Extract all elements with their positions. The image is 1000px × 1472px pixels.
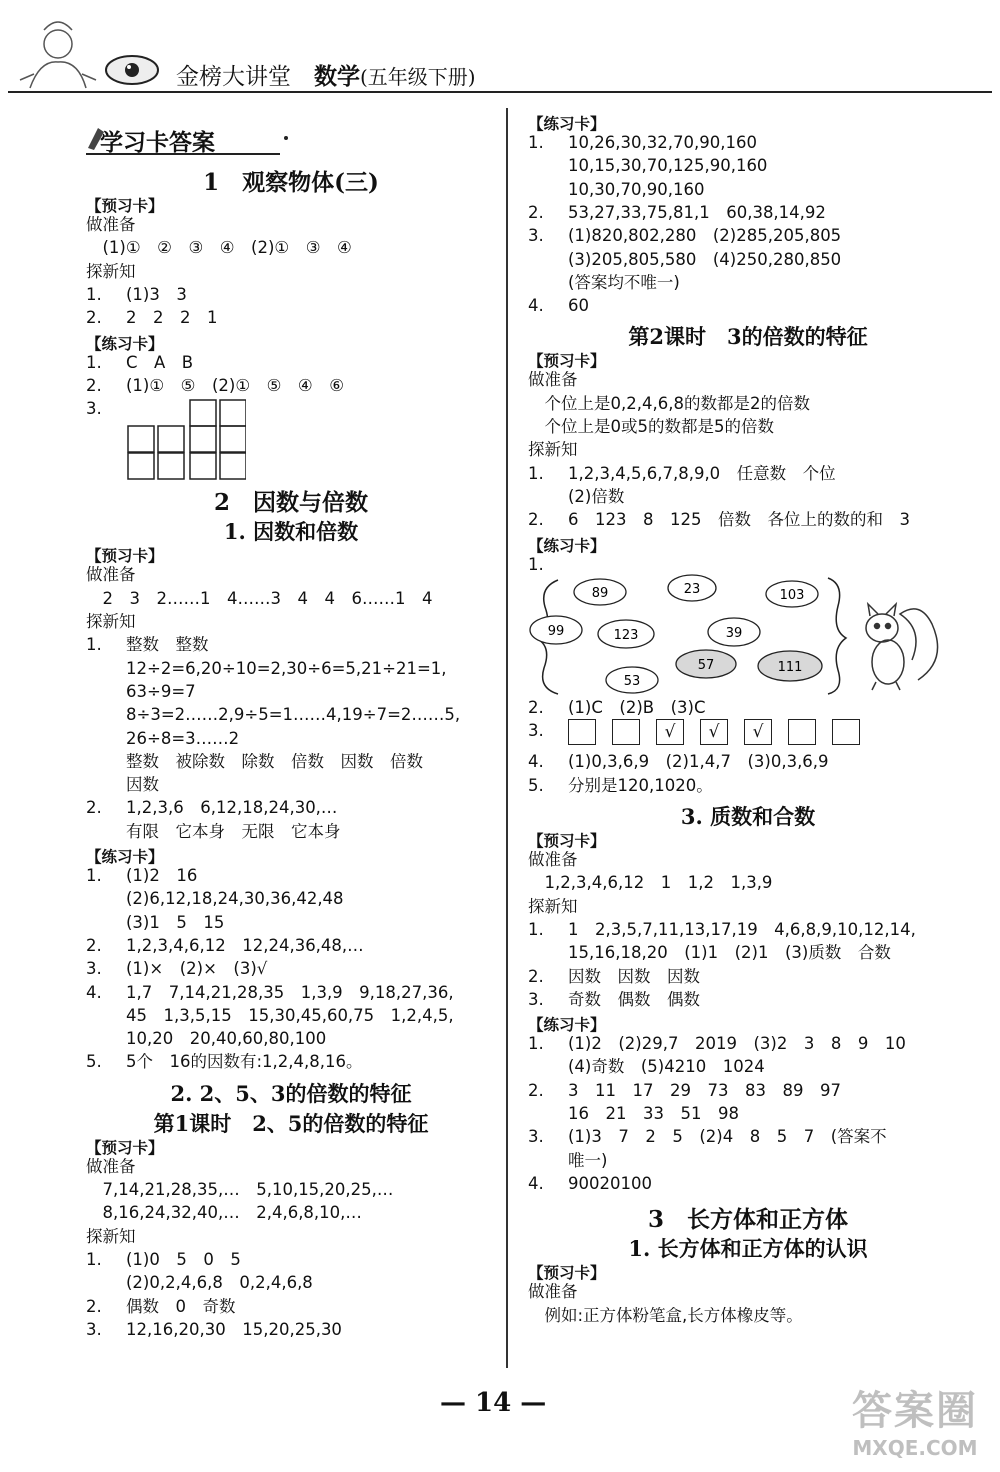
- question-number: 3.: [528, 989, 544, 1009]
- answer-line: [528, 156, 767, 176]
- question-number: 1.: [528, 463, 544, 483]
- left-column: [86, 160, 496, 1380]
- answer-line: [528, 897, 578, 917]
- answer-line: [528, 1151, 607, 1171]
- answer-line: [86, 565, 136, 585]
- card-label: 【预习卡】: [528, 352, 606, 371]
- answer-text: (1)① ⑤ (2)① ⑤ ④ ⑥: [126, 375, 344, 395]
- answer-text: 做准备: [86, 565, 136, 585]
- answer-text: 10,30,70,90,160: [568, 179, 705, 199]
- answer-line: [86, 1250, 241, 1270]
- answer-line: [86, 866, 197, 886]
- question-number: 1.: [86, 284, 102, 304]
- answer-line: [528, 440, 578, 460]
- answer-line: [528, 273, 680, 293]
- answer-text: (1)① ② ③ ④ (2)① ③ ④: [86, 238, 352, 258]
- question-number: 3.: [86, 959, 102, 979]
- answer-line: [86, 729, 239, 749]
- chapter-heading: 3 长方体和正方体: [647, 1206, 848, 1234]
- answer-text: (3)205,805,580 (4)250,280,850: [568, 249, 842, 269]
- answer-line: [528, 752, 829, 772]
- answer-line: [86, 1052, 363, 1072]
- section-heading: 2. 2、5、3的倍数的特征: [170, 1080, 412, 1106]
- answer-text: 分别是120,1020。: [568, 775, 713, 795]
- answer-line: [528, 296, 589, 316]
- answer-text: (1)0,3,6,9 (2)1,4,7 (3)0,3,6,9: [568, 752, 829, 772]
- card-label: 【练习卡】: [86, 848, 164, 866]
- answer-text: 偶数 0 奇数: [126, 1296, 236, 1316]
- cube-square: [220, 453, 246, 479]
- answer-text: 3 11 17 29 73 83 89 97: [568, 1080, 841, 1100]
- question-number: 4.: [86, 982, 102, 1002]
- answer-line: [86, 612, 136, 632]
- header-title: 金榜大讲堂: [176, 64, 291, 90]
- answer-text: 1,7 7,14,21,28,35 1,3,9 9,18,27,36,: [126, 982, 454, 1002]
- question-number: 4.: [528, 1173, 544, 1193]
- card-label: 【练习卡】: [86, 334, 164, 353]
- answer-line: [86, 376, 344, 396]
- answer-line: [528, 873, 772, 893]
- answer-line: [528, 1104, 739, 1124]
- question-number: 1.: [86, 866, 102, 885]
- answer-line: [86, 1157, 136, 1177]
- oval-number: 103: [779, 587, 805, 603]
- answer-box: √: [744, 719, 772, 745]
- answer-line: [86, 775, 159, 795]
- page-number: — 14 —: [440, 1388, 547, 1418]
- squirrel-icon: [866, 604, 938, 690]
- answer-text: 7,14,21,28,35,… 5,10,15,20,25,…: [86, 1180, 394, 1199]
- question-number: 1.: [86, 352, 102, 372]
- question-number: 3.: [528, 721, 544, 741]
- cube-square: [128, 453, 154, 479]
- header-cartoon-icon: [20, 22, 96, 88]
- checkbox-row: [568, 719, 876, 745]
- answer-text: (1)3 7 2 5 (2)4 8 5 7 (答案不: [568, 1127, 887, 1147]
- question-number: 2.: [528, 966, 544, 986]
- answer-line: [528, 226, 841, 246]
- header-decoration: [0, 0, 1000, 98]
- answer-text: 1,2,3,4,6,12 12,24,36,48,…: [126, 935, 364, 955]
- question-number: 3.: [86, 1319, 102, 1339]
- answer-line: [528, 370, 578, 390]
- answer-text: 10,20 20,40,60,80,100: [126, 1029, 327, 1049]
- section-heading: 第1课时 2、5的倍数的特征: [153, 1110, 429, 1136]
- answer-text: 53,27,33,75,81,1 60,38,14,92: [568, 202, 826, 222]
- cube-square: [190, 426, 216, 452]
- oval-number: 111: [777, 659, 803, 675]
- answer-text: 做准备: [528, 1282, 578, 1302]
- answer-text: 8÷3=2……2,9÷5=1……4,19÷7=2……5,: [126, 705, 461, 725]
- answer-line: [86, 1273, 313, 1293]
- answer-line: [86, 936, 364, 956]
- answer-line: [86, 262, 136, 282]
- answer-line: [86, 959, 267, 979]
- answer-text: (3)1 5 15: [126, 912, 225, 932]
- answer-line: [86, 682, 196, 702]
- answer-line: [86, 589, 432, 609]
- answer-text: (1)2 (2)29,7 2019 (3)2 3 8 9 10: [568, 1034, 906, 1054]
- answer-line: [528, 1174, 652, 1194]
- answer-line: [86, 1297, 236, 1317]
- question-number: 3.: [528, 226, 544, 246]
- question-number: 2.: [528, 1080, 544, 1100]
- answer-text: 2 3 2……1 4……3 4 4 6……1 4: [86, 588, 433, 608]
- answer-line: [86, 752, 423, 772]
- question-number: 4.: [528, 752, 544, 772]
- answer-line: [528, 1057, 765, 1077]
- card-label: 【练习卡】: [528, 536, 606, 555]
- answer-text: 1 2,3,5,7,11,13,17,19 4,6,8,9,10,12,14,: [568, 919, 916, 939]
- card-label: 【预习卡】: [86, 197, 164, 215]
- answer-line: [86, 308, 218, 328]
- answer-line: [86, 705, 460, 725]
- answer-line: [528, 698, 705, 718]
- cube-square: [128, 426, 154, 452]
- answer-line: [528, 850, 578, 870]
- answer-text: 整数 整数: [126, 635, 209, 655]
- question-number: 1.: [528, 133, 544, 152]
- answer-text: 63÷9=7: [126, 681, 196, 701]
- answer-line: [86, 399, 126, 419]
- answer-text: (2)0,2,4,6,8 0,2,4,6,8: [126, 1273, 313, 1293]
- answer-text: 12÷2=6,20÷10=2,30÷6=5,21÷21=1,: [126, 658, 447, 678]
- answer-line: [528, 203, 826, 223]
- card-label: 【预习卡】: [528, 1264, 606, 1283]
- answer-text: 1,2,3,4,5,6,7,8,9,0 任意数 个位: [568, 463, 836, 483]
- oval-number: 99: [547, 623, 565, 639]
- oval-number: 123: [613, 627, 639, 643]
- question-number: 3.: [528, 1127, 544, 1147]
- page-header: [0, 0, 1000, 98]
- question-number: 4.: [528, 296, 544, 316]
- answer-text: 2 2 2 1: [126, 308, 218, 328]
- answer-text: 8,16,24,32,40,… 2,4,6,8,10,…: [86, 1203, 362, 1223]
- answer-line: [528, 394, 810, 414]
- answer-line: [86, 1227, 136, 1247]
- answer-line: [528, 510, 910, 530]
- question-number: 1.: [86, 635, 102, 655]
- answer-text: (1)820,802,280 (2)285,205,805: [568, 226, 842, 246]
- number-ovals-figure: [528, 570, 948, 698]
- answer-line: [86, 1320, 342, 1340]
- answer-text: 探新知: [528, 896, 578, 916]
- cube-square: [190, 453, 216, 479]
- answer-line: [86, 983, 454, 1003]
- answer-text: 做准备: [86, 1156, 136, 1176]
- answer-line: [528, 943, 891, 963]
- question-number: 5.: [86, 1052, 102, 1072]
- question-number: 2.: [528, 202, 544, 222]
- answer-text: (1)0 5 0 5: [126, 1249, 241, 1269]
- question-number: 3.: [86, 399, 102, 419]
- oval-number: 57: [697, 657, 715, 673]
- answer-line: [86, 913, 224, 933]
- answer-line: [528, 990, 700, 1010]
- oval-number: 23: [683, 581, 701, 597]
- cube-square: [190, 400, 216, 426]
- answer-line: [528, 1306, 803, 1326]
- cube-square: [220, 400, 246, 426]
- question-number: 1.: [528, 919, 544, 939]
- answer-text: 12,16,20,30 15,20,25,30: [126, 1319, 342, 1339]
- answer-line: [86, 1029, 326, 1049]
- answer-text: 15,16,18,20 (1)1 (2)1 (3)质数 合数: [568, 943, 891, 963]
- question-number: 2.: [86, 308, 102, 328]
- answer-text: 整数 被除数 除数 倍数 因数 倍数: [126, 751, 423, 771]
- cube-square: [220, 426, 246, 452]
- answer-line: [528, 1282, 578, 1302]
- answer-text: 探新知: [86, 612, 136, 631]
- answer-text: (1)C (2)B (3)C: [568, 697, 706, 717]
- question-number: 5.: [528, 775, 544, 795]
- card-label: 【预习卡】: [86, 547, 164, 566]
- question-number: 1.: [86, 1249, 102, 1269]
- answer-text: 探新知: [86, 261, 136, 281]
- answer-line: [86, 238, 352, 258]
- answer-text: 60: [568, 296, 589, 316]
- answer-box: √: [700, 719, 728, 745]
- eye-logo-icon: [106, 56, 158, 84]
- card-label: 【预习卡】: [86, 1138, 164, 1157]
- answer-line: [528, 920, 916, 940]
- answer-text: 6 123 8 125 倍数 各位上的数的和 3: [568, 510, 910, 530]
- answer-text: 因数: [126, 775, 159, 795]
- question-number: 2.: [86, 1296, 102, 1316]
- answer-text: 90020100: [568, 1173, 652, 1193]
- answer-text: 10,15,30,70,125,90,160: [568, 156, 768, 176]
- answer-text: (答案均不唯一): [568, 272, 680, 292]
- answer-line: [528, 487, 624, 507]
- answer-line: [528, 1034, 906, 1054]
- answer-text: 做准备: [86, 215, 136, 234]
- answer-text: 做准备: [528, 370, 578, 390]
- answer-text: 26÷8=3……2: [126, 728, 240, 748]
- right-column: [528, 112, 968, 1382]
- section-heading: 3. 质数和合数: [680, 804, 816, 829]
- section-heading: 第2课时 3的倍数的特征: [628, 324, 868, 350]
- answer-box: [788, 719, 816, 745]
- answer-text: 探新知: [528, 440, 578, 460]
- answer-text: C A B: [126, 352, 194, 372]
- answer-line: [528, 555, 568, 575]
- header-subject: 数学: [314, 63, 360, 90]
- question-number: 2.: [86, 935, 102, 955]
- cube-square: [158, 453, 184, 479]
- question-number: 2.: [86, 375, 102, 395]
- answer-box: √: [656, 719, 684, 745]
- answer-line: [528, 721, 568, 741]
- answer-text: 1,2,3,6 6,12,18,24,30,…: [126, 798, 338, 818]
- answer-text: 例如:正方体粉笔盒,长方体橡皮等。: [528, 1305, 803, 1325]
- answer-text: 唯一): [568, 1150, 608, 1170]
- answer-line: [86, 1180, 393, 1200]
- answer-text: 有限 它本身 无限 它本身: [126, 821, 341, 841]
- answer-text: 探新知: [86, 1226, 136, 1246]
- answer-text: 10,26,30,32,70,90,160: [568, 133, 757, 152]
- question-number: 1.: [528, 554, 544, 574]
- answer-text: (1)3 3: [126, 284, 187, 304]
- card-label: 【练习卡】: [528, 1016, 606, 1035]
- answer-text: 16 21 33 51 98: [568, 1104, 739, 1123]
- answer-text: 奇数 偶数 偶数: [568, 989, 700, 1009]
- answer-line: [86, 635, 209, 655]
- answer-line: [528, 1081, 841, 1101]
- answer-line: [86, 889, 344, 909]
- answer-line: [86, 353, 193, 373]
- answer-line: [86, 1006, 454, 1026]
- answer-text: (4)奇数 (5)4210 1024: [568, 1057, 765, 1077]
- watermark-line2: MXQE.COM: [852, 1436, 978, 1460]
- question-number: 2.: [528, 510, 544, 530]
- answer-text: 因数 因数 因数: [568, 966, 700, 986]
- answer-line: [528, 967, 700, 987]
- answer-text: 个位上是0或5的数都是5的倍数: [528, 417, 774, 436]
- section-title: 学习卡答案: [100, 130, 215, 156]
- answer-text: 做准备: [528, 850, 578, 869]
- answer-text: (1)2 16: [126, 866, 198, 885]
- answer-text: 1,2,3,4,6,12 1 1,2 1,3,9: [528, 873, 773, 893]
- question-number: 2.: [528, 697, 544, 717]
- answer-line: [86, 798, 337, 818]
- answer-line: [86, 215, 136, 235]
- answer-text: (2)6,12,18,24,30,36,42,48: [126, 889, 344, 909]
- section-heading: 1. 因数和倍数: [223, 519, 359, 545]
- answer-line: [528, 180, 704, 200]
- answer-line: [528, 1127, 887, 1147]
- answer-line: [86, 659, 447, 679]
- cube-figure: [126, 398, 246, 480]
- answer-line: [528, 464, 836, 484]
- chapter-heading: 2 因数与倍数: [213, 489, 368, 517]
- column-divider: [506, 108, 508, 1368]
- chapter-heading: 1 观察物体(三): [203, 169, 379, 196]
- oval-number: 89: [591, 585, 609, 601]
- answer-line: [528, 133, 757, 153]
- answer-text: (1)× (2)× (3)√: [126, 959, 268, 979]
- answer-text: 个位上是0,2,4,6,8的数都是2的倍数: [528, 393, 810, 413]
- answer-line: [528, 776, 713, 796]
- card-label: 【预习卡】: [528, 832, 606, 850]
- answer-box: [612, 719, 640, 745]
- cube-square: [158, 426, 184, 452]
- watermark-line1: 答案圈: [852, 1388, 978, 1434]
- header-grade: (五年级下册): [360, 65, 476, 89]
- answer-text: 45 1,3,5,15 15,30,45,60,75 1,2,4,5,: [126, 1005, 454, 1025]
- answer-box: [568, 719, 596, 745]
- oval-number: 53: [623, 673, 641, 689]
- answer-line: [528, 250, 841, 270]
- answer-line: [86, 822, 341, 842]
- section-heading: 1. 长方体和正方体的认识: [628, 1236, 868, 1262]
- answer-text: 5个 16的因数有:1,2,4,8,16。: [126, 1052, 363, 1072]
- header-text: [176, 58, 476, 91]
- question-number: 1.: [528, 1034, 544, 1054]
- card-label: 【练习卡】: [528, 115, 606, 133]
- answer-text: (2)倍数: [568, 486, 625, 506]
- answer-line: [528, 417, 774, 437]
- watermark: [852, 1379, 978, 1460]
- answer-line: [86, 285, 187, 305]
- answer-box: [832, 719, 860, 745]
- answer-line: [86, 1203, 362, 1223]
- question-number: 2.: [86, 798, 102, 818]
- oval-number: 39: [725, 625, 743, 641]
